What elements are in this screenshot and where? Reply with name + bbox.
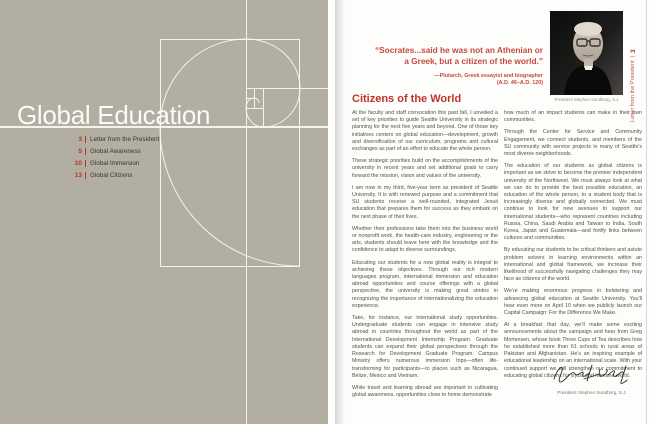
quote-attribution: [333, 73, 543, 87]
signature: [548, 360, 632, 388]
paragraph: Take, for instance, our international study opportunities. Undergraduate students can engage in intensive study abroad in countries throughout the world as part of the International Development Internship Program. Graduate students can expand their global perspectives through the Research for Development Graduate Program. Campus Ministry offers numerous immersion trips—often life-transforming for participants—to places such as Nicaragua, Belize, Mexico and Vietnam.: [352, 315, 498, 379]
side-tab-page-number: 3: [629, 49, 637, 53]
toc-label: Global Immersion: [90, 159, 140, 167]
toc-item-global-immersion[interactable]: [60, 157, 240, 169]
paragraph: At the faculty and staff convocation this past fall, I unveiled a set of key priorities to guide Seattle University in its strategic planning for the next five years and beyond. One of those key initiatives centers on global education—development, growth and diversification of our curriculum, programs and cultural exchanges as part of an effort to educate the whole person.: [352, 110, 498, 153]
side-tab-divider: |: [630, 55, 636, 58]
paragraph: Through the Center for Service and Community Engagement, we connect students, and members of the SU community with service projects in many of Seattle’s most diverse neighborhoods.: [504, 129, 642, 158]
paragraph: While travel and learning abroad are important in cultivating global awareness, opportunities close to home demonstrate: [352, 384, 498, 399]
pull-quote: [333, 45, 543, 87]
quote-line: a Greek, but a citizen of the world.”: [404, 56, 543, 66]
toc-divider: [85, 148, 86, 155]
article-heading: Citizens of the World: [352, 93, 462, 105]
quote-attribution-author: —Plutarch, Greek essayist and biographer: [434, 73, 543, 79]
toc-divider: [85, 136, 86, 143]
paragraph: The education of our students as global citizens is important as we strive to become the premier independent university of the Northwest. We must always look at what we can do to provide the best possible education, an education of the whole person, to a student body that is increasingly diverse and globally connected. We must continue to look for new avenues to support our international students—who represent countries including Russia, China, Saudi Arabia and Taiwan to India, South Korea, Japan and Guatemala—and fortify links between cultures and communities.: [504, 163, 642, 242]
paragraph: Educating our students for a new global reality is integral to achieving these objectives. Through our rich modern languages program, international immersion and education abroad opportunities and course offerings with a global perspective, the university is making great strides in recognizing the importance of internationalizing the education experience.: [352, 259, 498, 309]
side-tab-label: Letter from the President: [630, 60, 636, 122]
toc-item-global-awareness[interactable]: [60, 145, 240, 157]
toc-item-global-citizens[interactable]: [60, 169, 240, 181]
signature-caption: President Stephen Sundborg, S.J.: [557, 390, 627, 395]
paragraph: At a breakfast that day, we’ll make some exciting announcements about the campaign and hear from Greg Mortensen, whose book Three Cups of Tea describes how he established more than 61 schools in rural areas of Pakistan and Afghanistan. He’s an inspiring example of educational leadership on an international scale. With your continued support we will strengthen our commitment to educating global citizens for a just and humane world.: [504, 322, 642, 379]
toc-page-number: 5: [78, 147, 82, 155]
toc-page-number: 10: [74, 159, 82, 167]
paragraph: how much of an impact students can make in their own communities.: [504, 110, 642, 124]
toc-page-number: 13: [74, 171, 82, 179]
paragraph: Whether their professions take them into the business world or nonprofit work, the health-care industry, engineering or the arts, students should leave here with the knowledge and the confidence to adapt to diverse surroundings.: [352, 225, 498, 254]
toc-divider: [85, 160, 86, 167]
photo-caption: President Stephen Sundborg, S.J.: [554, 97, 620, 102]
table-of-contents: [60, 133, 240, 181]
quote-attribution-dates: (A.D. 46–A.D. 120): [496, 79, 543, 86]
paragraph: I am now in my third, five-year term as president of Seattle University. It is with renewed purpose and a commitment that SU students receive a well-rounded, integrated Jesuit education that prepares them for success as they embark on the next phase of their lives.: [352, 184, 498, 220]
toc-page-number: 3: [78, 135, 82, 143]
president-portrait-photo: [550, 11, 623, 95]
toc-item-letter-from-president[interactable]: [60, 133, 240, 145]
page-title: Global Education: [17, 100, 211, 130]
paragraph: We’re making enormous progress in bolstering and advancing global education at Seattle University. You’ll hear even more on April 10 when we publicly launch our Capital Campaign: For the Difference We Make.: [504, 288, 642, 317]
quote-line: “Socrates...said he was not an Athenian or: [375, 45, 543, 55]
toc-label: Global Awareness: [90, 147, 141, 155]
article-column-1: [352, 110, 498, 399]
article-column-2: [504, 110, 642, 378]
toc-label: Letter from the President: [90, 135, 160, 143]
toc-label: Global Citizens: [90, 171, 133, 179]
paragraph: These strategic priorities build on the accomplishments of the university in recent years and set additional goals to carry forward the mission, vision and values of the university.: [352, 158, 498, 179]
side-tab-letter-from-president: [628, 4, 638, 122]
toc-divider: [85, 172, 86, 179]
paragraph: By educating our students to be critical thinkers and astute problem solvers in learning environments within an international and global framework, we increase their likelihood of successfully navigating challenges they may face as citizens of the world.: [504, 247, 642, 283]
